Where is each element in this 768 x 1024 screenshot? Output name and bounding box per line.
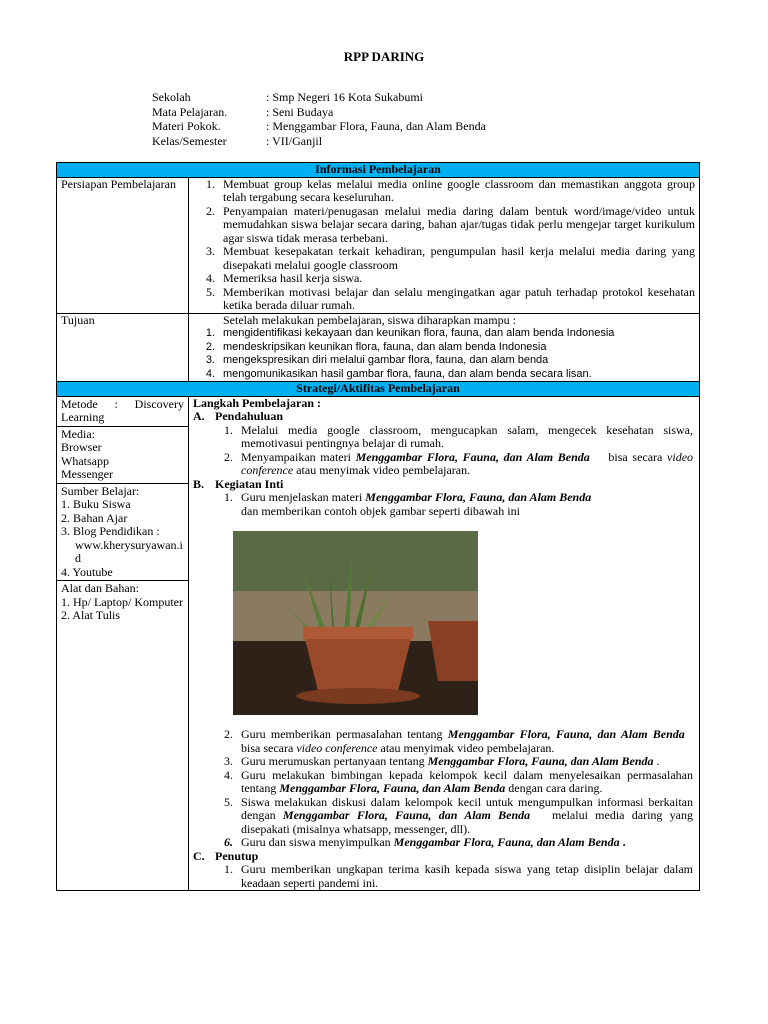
tujuan-list: Setelah melakukan pembelajaran, siswa diharapkan mampu : 1. mengidentifikasi kekayaan dan keunikan flora, fauna, dan alam benda Indonesia 2. mendeskripsikan keunikan flora, fauna, dan alam benda Indonesia 3. mengekspresikan diri melalui gambar flora, fauna, dan alam benda 4. mengomunikasikan hasil gambar flora, fauna, dan alam benda secara lisan. — [189, 313, 700, 382]
plant-photo — [233, 531, 478, 715]
alat-box: Alat dan Bahan: 1. Hp/ Laptop/ Komputer 2. Alat Tulis — [61, 581, 183, 622]
resources-column — [57, 396, 189, 891]
langkah-column: Langkah Pembelajaran : A. Pendahuluan 1. Melalui media google classroom, mengucapkan salam, mengecek kesehatan siswa, memotivasui pentingnya belajar di rumah. 2. Menyampaikan materi Menggambar Flora, Fauna, dan Alam Benda bisa secara video conference atau menyimak video pembelajaran. B. Kegiatan Inti 1. Guru menjelaskan materi Menggambar Flora, Fauna, dan Alam Benda dan memberikan contoh objek gambar seperti dibawah ini 2. Guru memberikan permasalahan tentang Menggambar Flora, Fauna, dan Alam Benda bisa secara video conference atau menyimak video pembelajaran. 3. Guru merumuskan pertanyaan tentang Menggambar Flora, Fauna, dan Alam Benda . 4. Guru melakukan bimbingan kepada kelompok kecil dalam menyelesaikan permasalahan tentang Menggambar Flora, Fauna, dan Alam Benda dengan cara daring. 5. Siswa melakukan diskusi dalam kelompok kecil untuk mengumpulkan informasi berkaitan dengan Menggambar Flora, Fauna, dan Alam Benda melalui media daring yang disepakati (misalnya whatsapp, messenger, dll). 6. Guru dan siswa menyimpulkan Menggambar Flora, Fauna, dan Alam Benda . C. Penutup 1. Guru memberikan ungkapan terima kasih kepada siswa yang tetap disiplin belajar dalam keadaan seperti pandemi ini. — [189, 396, 700, 891]
strategy-header: Strategi/Aktifitas Pembelajaran — [57, 382, 700, 397]
page-title: RPP DARING — [343, 49, 425, 64]
identity-block: Sekolah : Smp Negeri 16 Kota Sukabumi Mata Pelajaran. : Seni Budaya Materi Pokok. : Menggambar Flora, Fauna, dan Alam Benda Kelas/Semester : VII/Ganjil — [152, 90, 486, 148]
info-header: Informasi Pembelajaran — [57, 163, 700, 178]
persiapan-list: 1. Membuat group kelas melalui media online google classroom dan memastikan anggota group telah tergabung secara keseluruhan. 2. Penyampaian materi/penugasan melalui media daring dalam bentuk word/image/video untuk memudahkan siswa belajar secara daring, bahan ajar/tugas tidak perlu mengejar target kurikulum agar siswa tidak merasa terbebani. 3. Membuat kesepakatan terkait kehadiran, pengumpulan hasil kerja melalui media daring yang disepakati melalui google classroom 4. Memeriksa hasil kerja siswa. 5. Memberikan motivasi belajar dan selalu mengingatkan agar patuh terhadap protokol kesehatan ketika berada diluar rumah. — [189, 177, 700, 313]
persiapan-label: Persiapan Pembelajaran — [57, 177, 189, 313]
potted-plant-image — [233, 531, 478, 715]
sumber-box: Sumber Belajar: 1. Buku Siswa 2. Bahan Ajar 3. Blog Pendidikan : www.kherysuryawan.id 4. Youtube — [57, 484, 188, 582]
lesson-plan-table — [56, 162, 700, 891]
media-box: Media: Browser Whatsapp Messenger — [57, 427, 188, 484]
tujuan-label: Tujuan — [57, 313, 189, 382]
metode: Metode : Discovery Learning — [57, 397, 188, 427]
